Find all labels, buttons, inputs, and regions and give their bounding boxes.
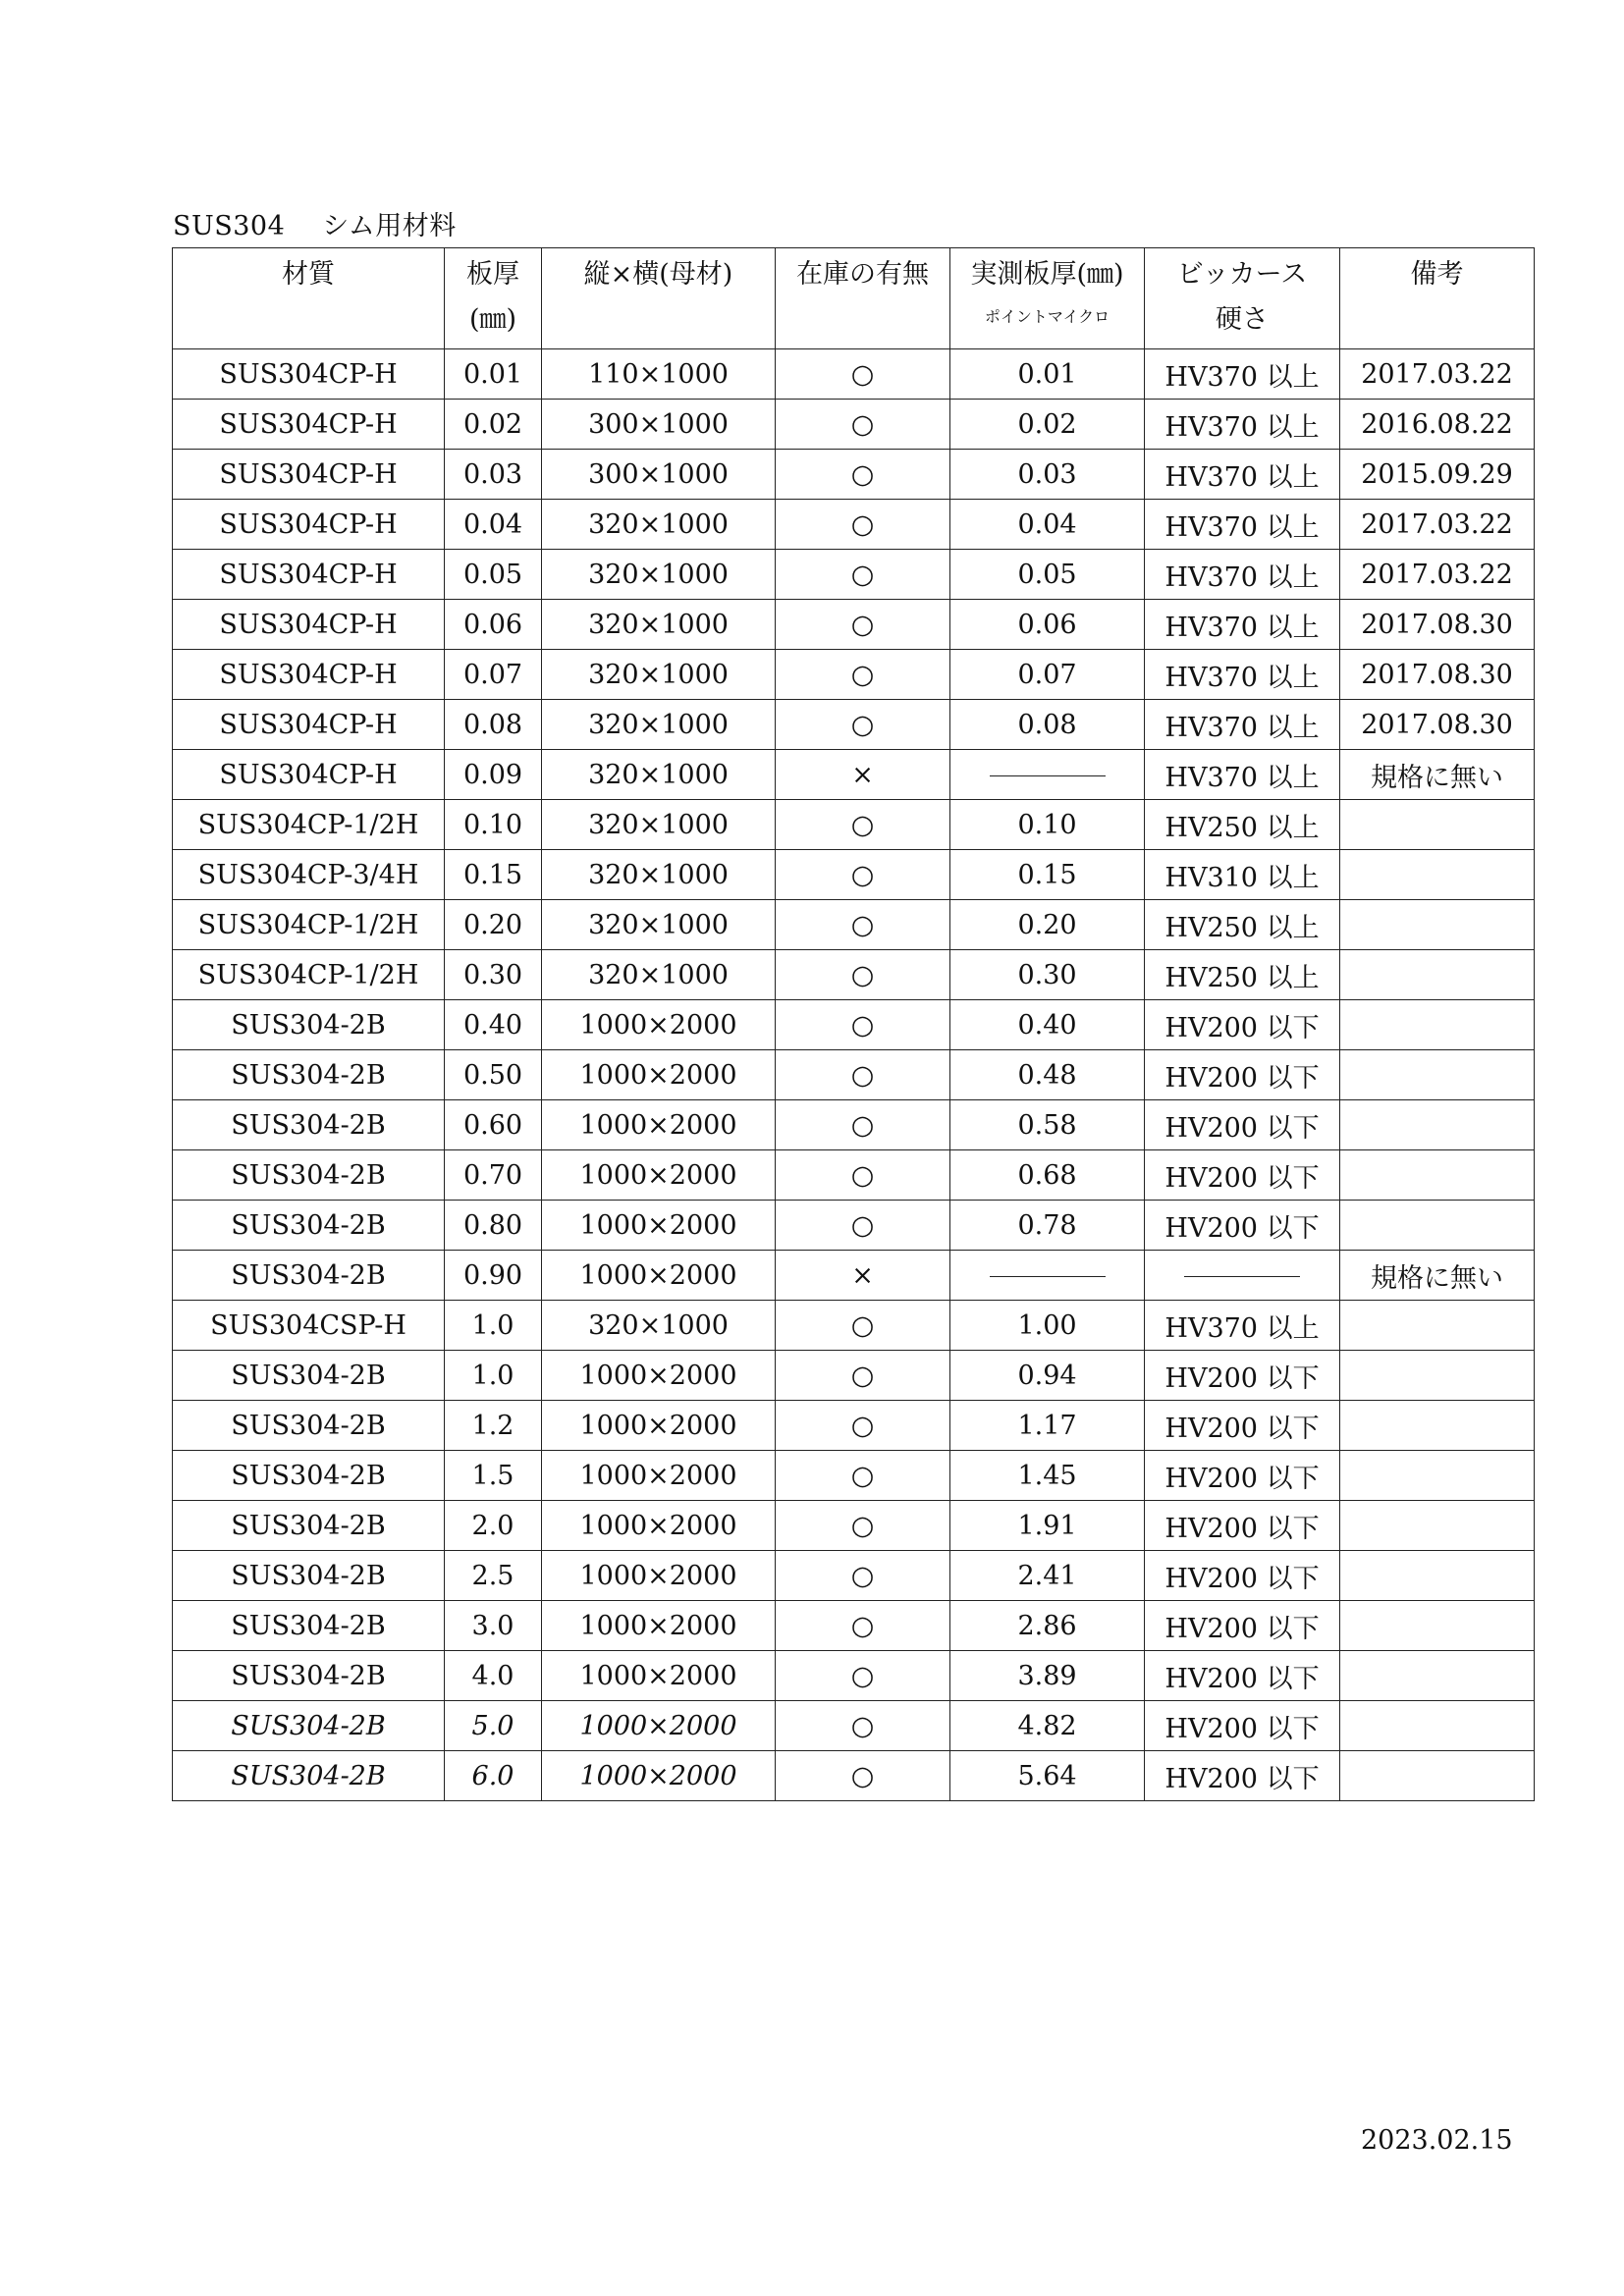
header-stock: 在庫の有無 <box>776 248 950 349</box>
cell-thickness: 2.0 <box>445 1501 542 1551</box>
cell-size: 320×1000 <box>542 750 776 800</box>
cell-material: SUS304-2B <box>173 1201 445 1251</box>
cell-size: 1000×2000 <box>542 1551 776 1601</box>
cell-measured: 3.89 <box>950 1651 1145 1701</box>
cell-material: SUS304-2B <box>173 1150 445 1201</box>
cell-note: 2017.03.22 <box>1340 550 1535 600</box>
cell-thickness: 0.50 <box>445 1050 542 1100</box>
cell-thickness: 0.40 <box>445 1000 542 1050</box>
cell-material: SUS304CP-H <box>173 650 445 700</box>
cell-stock: ○ <box>776 950 950 1000</box>
cell-stock: ○ <box>776 900 950 950</box>
cell-note <box>1340 1651 1535 1701</box>
cell-thickness: 2.5 <box>445 1551 542 1601</box>
cell-measured: 0.78 <box>950 1201 1145 1251</box>
cell-note <box>1340 850 1535 900</box>
cell-note <box>1340 1751 1535 1801</box>
cell-stock: × <box>776 750 950 800</box>
cell-material: SUS304-2B <box>173 1601 445 1651</box>
cell-note: 2015.09.29 <box>1340 450 1535 500</box>
cell-measured: 0.07 <box>950 650 1145 700</box>
cell-size: 1000×2000 <box>542 1351 776 1401</box>
cell-size: 1000×2000 <box>542 1701 776 1751</box>
cell-stock: ○ <box>776 1000 950 1050</box>
cell-thickness: 4.0 <box>445 1651 542 1701</box>
cell-material: SUS304-2B <box>173 1100 445 1150</box>
cell-measured: 0.08 <box>950 700 1145 750</box>
cell-hardness <box>1145 1251 1340 1301</box>
cell-thickness: 0.07 <box>445 650 542 700</box>
cell-material: SUS304-2B <box>173 1351 445 1401</box>
cell-hardness: HV200 以下 <box>1145 1751 1340 1801</box>
header-thickness: 板厚 (㎜) <box>445 248 542 349</box>
cell-stock: ○ <box>776 1201 950 1251</box>
cell-size: 1000×2000 <box>542 1050 776 1100</box>
cell-note: 2017.08.30 <box>1340 650 1535 700</box>
cell-size: 320×1000 <box>542 700 776 750</box>
cell-note <box>1340 900 1535 950</box>
document-title <box>173 204 457 242</box>
header-hardness: ビッカース 硬さ <box>1145 248 1340 349</box>
cell-material: SUS304CP-H <box>173 450 445 500</box>
cell-hardness: HV200 以下 <box>1145 1401 1340 1451</box>
cell-material: SUS304CSP-H <box>173 1301 445 1351</box>
cell-measured: 1.91 <box>950 1501 1145 1551</box>
cell-note <box>1340 1601 1535 1651</box>
cell-thickness: 0.08 <box>445 700 542 750</box>
cell-measured <box>950 750 1145 800</box>
cell-thickness: 1.0 <box>445 1351 542 1401</box>
cell-measured: 0.06 <box>950 600 1145 650</box>
cell-thickness: 0.10 <box>445 800 542 850</box>
cell-thickness: 3.0 <box>445 1601 542 1651</box>
cell-note <box>1340 800 1535 850</box>
cell-stock: ○ <box>776 1451 950 1501</box>
table-row <box>173 600 1535 650</box>
cell-size: 1000×2000 <box>542 1150 776 1201</box>
cell-size: 110×1000 <box>542 349 776 400</box>
cell-measured: 0.40 <box>950 1000 1145 1050</box>
table-row <box>173 550 1535 600</box>
cell-note: 規格に無い <box>1340 1251 1535 1301</box>
cell-measured: 0.58 <box>950 1100 1145 1150</box>
cell-hardness: HV370 以上 <box>1145 700 1340 750</box>
cell-stock: ○ <box>776 400 950 450</box>
cell-hardness: HV200 以下 <box>1145 1651 1340 1701</box>
cell-thickness: 0.05 <box>445 550 542 600</box>
cell-thickness: 0.30 <box>445 950 542 1000</box>
table-row <box>173 450 1535 500</box>
cell-hardness: HV370 以上 <box>1145 500 1340 550</box>
cell-stock: ○ <box>776 1751 950 1801</box>
cell-thickness: 0.20 <box>445 900 542 950</box>
cell-material: SUS304-2B <box>173 1501 445 1551</box>
cell-note <box>1340 1451 1535 1501</box>
cell-size: 320×1000 <box>542 650 776 700</box>
cell-size: 1000×2000 <box>542 1451 776 1501</box>
cell-measured: 1.00 <box>950 1301 1145 1351</box>
cell-thickness: 5.0 <box>445 1701 542 1751</box>
cell-thickness: 0.03 <box>445 450 542 500</box>
cell-hardness: HV200 以下 <box>1145 1451 1340 1501</box>
cell-note: 2017.03.22 <box>1340 500 1535 550</box>
cell-measured: 1.45 <box>950 1451 1145 1501</box>
cell-hardness: HV200 以下 <box>1145 1501 1340 1551</box>
cell-note: 2016.08.22 <box>1340 400 1535 450</box>
cell-material: SUS304CP-H <box>173 400 445 450</box>
cell-note <box>1340 1551 1535 1601</box>
cell-measured: 0.15 <box>950 850 1145 900</box>
cell-thickness: 0.90 <box>445 1251 542 1301</box>
cell-thickness: 0.04 <box>445 500 542 550</box>
cell-thickness: 0.02 <box>445 400 542 450</box>
cell-material: SUS304CP-3/4H <box>173 850 445 900</box>
cell-hardness: HV370 以上 <box>1145 550 1340 600</box>
cell-stock: ○ <box>776 1701 950 1751</box>
cell-measured: 0.03 <box>950 450 1145 500</box>
cell-size: 1000×2000 <box>542 1651 776 1701</box>
cell-hardness: HV200 以下 <box>1145 1701 1340 1751</box>
cell-hardness: HV250 以上 <box>1145 900 1340 950</box>
title-sub: シム用材料 <box>322 211 457 241</box>
cell-thickness: 1.2 <box>445 1401 542 1451</box>
cell-note: 2017.08.30 <box>1340 700 1535 750</box>
cell-size: 1000×2000 <box>542 1751 776 1801</box>
cell-hardness: HV370 以上 <box>1145 1301 1340 1351</box>
cell-thickness: 0.60 <box>445 1100 542 1150</box>
cell-note: 規格に無い <box>1340 750 1535 800</box>
cell-note <box>1340 1201 1535 1251</box>
cell-measured: 2.41 <box>950 1551 1145 1601</box>
table-row <box>173 650 1535 700</box>
cell-hardness: HV370 以上 <box>1145 650 1340 700</box>
table-row <box>173 900 1535 950</box>
table-row <box>173 1201 1535 1251</box>
table-row <box>173 1100 1535 1150</box>
table-row <box>173 950 1535 1000</box>
cell-material: SUS304CP-H <box>173 550 445 600</box>
not-applicable-dash <box>1184 1276 1300 1277</box>
cell-measured: 0.05 <box>950 550 1145 600</box>
cell-size: 1000×2000 <box>542 1100 776 1150</box>
cell-material: SUS304CP-1/2H <box>173 900 445 950</box>
header-size: 縦×横(母材) <box>542 248 776 349</box>
cell-size: 1000×2000 <box>542 1601 776 1651</box>
cell-stock: ○ <box>776 1351 950 1401</box>
cell-note <box>1340 1301 1535 1351</box>
cell-note: 2017.08.30 <box>1340 600 1535 650</box>
cell-measured: 0.48 <box>950 1050 1145 1100</box>
document-date: 2023.02.15 <box>1361 2125 1513 2156</box>
cell-material: SUS304CP-1/2H <box>173 800 445 850</box>
cell-note <box>1340 950 1535 1000</box>
cell-hardness: HV200 以下 <box>1145 1351 1340 1401</box>
cell-size: 1000×2000 <box>542 1251 776 1301</box>
cell-note <box>1340 1000 1535 1050</box>
cell-measured: 5.64 <box>950 1751 1145 1801</box>
cell-measured: 1.17 <box>950 1401 1145 1451</box>
cell-stock: ○ <box>776 850 950 900</box>
cell-measured: 0.68 <box>950 1150 1145 1201</box>
cell-stock: ○ <box>776 1551 950 1601</box>
cell-hardness: HV370 以上 <box>1145 349 1340 400</box>
table-row <box>173 1000 1535 1050</box>
cell-hardness: HV200 以下 <box>1145 1201 1340 1251</box>
cell-measured: 0.04 <box>950 500 1145 550</box>
table-row <box>173 1551 1535 1601</box>
cell-material: SUS304-2B <box>173 1251 445 1301</box>
cell-size: 320×1000 <box>542 950 776 1000</box>
table-row <box>173 700 1535 750</box>
cell-size: 320×1000 <box>542 850 776 900</box>
cell-stock: ○ <box>776 600 950 650</box>
cell-stock: ○ <box>776 1050 950 1100</box>
cell-stock: ○ <box>776 1301 950 1351</box>
table-row <box>173 1751 1535 1801</box>
cell-hardness: HV200 以下 <box>1145 1150 1340 1201</box>
cell-measured: 0.10 <box>950 800 1145 850</box>
cell-measured: 0.01 <box>950 349 1145 400</box>
cell-material: SUS304CP-1/2H <box>173 950 445 1000</box>
cell-material: SUS304CP-H <box>173 600 445 650</box>
cell-material: SUS304CP-H <box>173 500 445 550</box>
cell-hardness: HV250 以上 <box>1145 950 1340 1000</box>
cell-size: 320×1000 <box>542 1301 776 1351</box>
cell-size: 1000×2000 <box>542 1501 776 1551</box>
cell-thickness: 0.06 <box>445 600 542 650</box>
cell-note <box>1340 1351 1535 1401</box>
not-applicable-dash <box>990 775 1106 776</box>
cell-stock: ○ <box>776 800 950 850</box>
table-row <box>173 1401 1535 1451</box>
title-main: SUS304 <box>173 211 286 241</box>
cell-size: 320×1000 <box>542 900 776 950</box>
cell-material: SUS304-2B <box>173 1451 445 1501</box>
cell-material: SUS304-2B <box>173 1050 445 1100</box>
cell-stock: ○ <box>776 1651 950 1701</box>
cell-hardness: HV200 以下 <box>1145 1601 1340 1651</box>
cell-stock: ○ <box>776 1501 950 1551</box>
cell-stock: ○ <box>776 1150 950 1201</box>
cell-note <box>1340 1401 1535 1451</box>
cell-thickness: 1.5 <box>445 1451 542 1501</box>
cell-thickness: 0.15 <box>445 850 542 900</box>
cell-size: 1000×2000 <box>542 1401 776 1451</box>
shim-material-table <box>172 247 1535 1801</box>
header-notes: 備考 <box>1340 248 1535 349</box>
cell-material: SUS304-2B <box>173 1701 445 1751</box>
cell-measured: 0.30 <box>950 950 1145 1000</box>
table-row <box>173 1601 1535 1651</box>
header-material: 材質 <box>173 248 445 349</box>
table-row <box>173 750 1535 800</box>
cell-material: SUS304CP-H <box>173 349 445 400</box>
cell-size: 1000×2000 <box>542 1201 776 1251</box>
cell-measured: 0.20 <box>950 900 1145 950</box>
cell-hardness: HV370 以上 <box>1145 400 1340 450</box>
table-row <box>173 1351 1535 1401</box>
cell-measured <box>950 1251 1145 1301</box>
table-row <box>173 1301 1535 1351</box>
cell-note <box>1340 1100 1535 1150</box>
cell-stock: ○ <box>776 1601 950 1651</box>
cell-stock: ○ <box>776 1100 950 1150</box>
cell-material: SUS304-2B <box>173 1000 445 1050</box>
cell-note <box>1340 1050 1535 1100</box>
not-applicable-dash <box>990 1276 1106 1277</box>
cell-hardness: HV370 以上 <box>1145 450 1340 500</box>
table-row <box>173 850 1535 900</box>
cell-material: SUS304-2B <box>173 1551 445 1601</box>
cell-hardness: HV370 以上 <box>1145 750 1340 800</box>
cell-stock: ○ <box>776 500 950 550</box>
cell-size: 300×1000 <box>542 400 776 450</box>
cell-thickness: 0.09 <box>445 750 542 800</box>
cell-hardness: HV370 以上 <box>1145 600 1340 650</box>
cell-thickness: 6.0 <box>445 1751 542 1801</box>
cell-thickness: 0.80 <box>445 1201 542 1251</box>
cell-material: SUS304CP-H <box>173 750 445 800</box>
table-row <box>173 1701 1535 1751</box>
cell-measured: 0.02 <box>950 400 1145 450</box>
cell-thickness: 0.01 <box>445 349 542 400</box>
cell-material: SUS304-2B <box>173 1401 445 1451</box>
cell-hardness: HV200 以下 <box>1145 1551 1340 1601</box>
cell-thickness: 0.70 <box>445 1150 542 1201</box>
cell-hardness: HV200 以下 <box>1145 1000 1340 1050</box>
cell-size: 320×1000 <box>542 500 776 550</box>
cell-stock: ○ <box>776 349 950 400</box>
header-measured: 実測板厚(㎜) ポイントマイクロ <box>950 248 1145 349</box>
cell-note: 2017.03.22 <box>1340 349 1535 400</box>
cell-size: 300×1000 <box>542 450 776 500</box>
cell-stock: ○ <box>776 700 950 750</box>
cell-size: 320×1000 <box>542 550 776 600</box>
cell-size: 1000×2000 <box>542 1000 776 1050</box>
table-row <box>173 1251 1535 1301</box>
cell-hardness: HV200 以下 <box>1145 1050 1340 1100</box>
cell-thickness: 1.0 <box>445 1301 542 1351</box>
cell-measured: 0.94 <box>950 1351 1145 1401</box>
cell-measured: 2.86 <box>950 1601 1145 1651</box>
cell-note <box>1340 1501 1535 1551</box>
cell-stock: ○ <box>776 650 950 700</box>
cell-note <box>1340 1150 1535 1201</box>
cell-note <box>1340 1701 1535 1751</box>
cell-hardness: HV200 以下 <box>1145 1100 1340 1150</box>
cell-stock: ○ <box>776 450 950 500</box>
table-row <box>173 1451 1535 1501</box>
cell-size: 320×1000 <box>542 800 776 850</box>
table-row <box>173 1150 1535 1201</box>
cell-material: SUS304CP-H <box>173 700 445 750</box>
table-row <box>173 500 1535 550</box>
cell-material: SUS304-2B <box>173 1651 445 1701</box>
cell-measured: 4.82 <box>950 1701 1145 1751</box>
table-row <box>173 349 1535 400</box>
table-row <box>173 1050 1535 1100</box>
cell-material: SUS304-2B <box>173 1751 445 1801</box>
cell-stock: ○ <box>776 550 950 600</box>
table-row <box>173 1651 1535 1701</box>
table-row <box>173 1501 1535 1551</box>
table-row <box>173 400 1535 450</box>
cell-stock: × <box>776 1251 950 1301</box>
cell-hardness: HV250 以上 <box>1145 800 1340 850</box>
cell-stock: ○ <box>776 1401 950 1451</box>
table-row <box>173 800 1535 850</box>
table-header-row <box>173 248 1535 349</box>
cell-size: 320×1000 <box>542 600 776 650</box>
cell-hardness: HV310 以上 <box>1145 850 1340 900</box>
